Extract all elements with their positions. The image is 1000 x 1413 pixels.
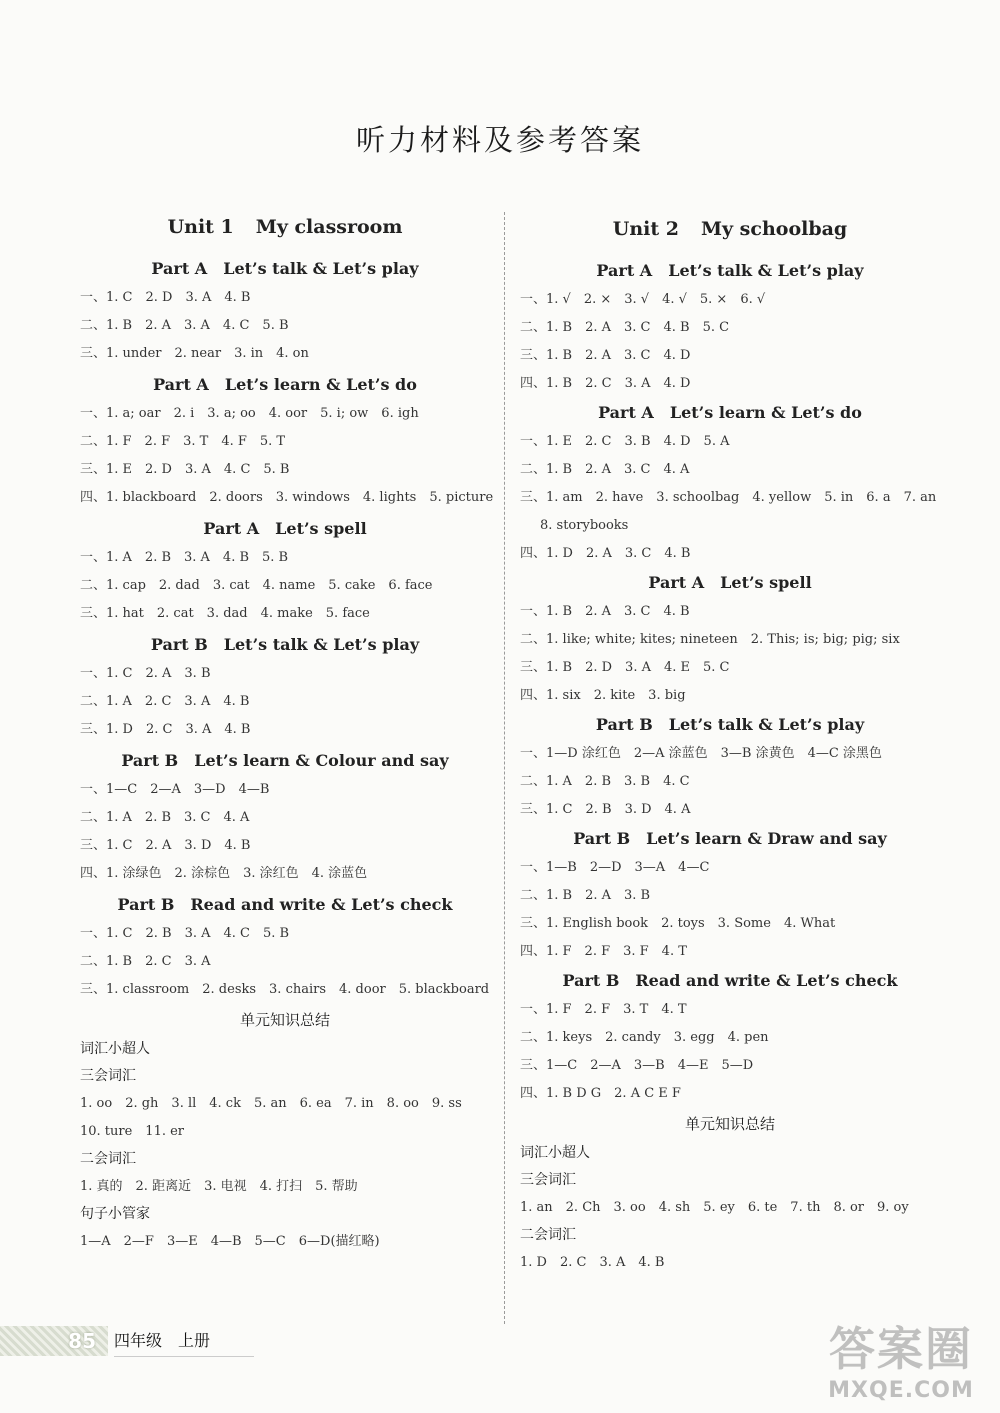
answer-line: 三、1. C 2. A 3. D 4. B bbox=[80, 838, 251, 853]
answer-line: 一、1—B 2—D 3—A 4—C bbox=[520, 860, 710, 875]
answer-line: 一、1. a; oar 2. i 3. a; oo 4. oor 5. i; ow 6. igh bbox=[80, 406, 419, 421]
answer-line: 一、1—C 2—A 3—D 4—B bbox=[80, 782, 270, 797]
summary-subheading: 二会词汇 bbox=[80, 1151, 136, 1167]
answer-line: 二、1. B 2. A 3. B bbox=[520, 888, 651, 903]
answer-line: 三、1. D 2. C 3. A 4. B bbox=[80, 722, 251, 737]
answer-line: 三、1. C 2. B 3. D 4. A bbox=[520, 802, 691, 817]
answer-line: 三、1. hat 2. cat 3. dad 4. make 5. face bbox=[80, 606, 370, 621]
answer-line: 三、1. am 2. have 3. schoolbag 4. yellow 5. in 6. a 7. an bbox=[520, 490, 937, 505]
answer-line: 二、1. B 2. A 3. A 4. C 5. B bbox=[80, 318, 289, 333]
unit1-column bbox=[80, 208, 494, 1256]
answer-line: 二、1. A 2. B 3. C 4. A bbox=[80, 810, 250, 825]
grade-label: 四年级 上册 bbox=[114, 1326, 254, 1357]
unit2-part-4 bbox=[520, 710, 940, 824]
answer-line: 1. oo 2. gh 3. ll 4. ck 5. an 6. ea 7. in 8. oo 9. ss bbox=[80, 1096, 462, 1111]
unit1-part-3 bbox=[80, 514, 490, 628]
answer-line: 一、1. B 2. A 3. C 4. B bbox=[520, 604, 690, 619]
answer-line: 10. ture 11. er bbox=[80, 1124, 185, 1139]
part-title: Part A Let’s talk & Let’s play bbox=[596, 261, 864, 280]
page-number: 85 bbox=[0, 1326, 108, 1356]
part-title: Part A Let’s learn & Let’s do bbox=[598, 403, 862, 422]
answer-line: 四、1. six 2. kite 3. big bbox=[520, 688, 686, 703]
unit2-part-3 bbox=[520, 568, 940, 710]
unit2-part-6 bbox=[520, 966, 940, 1108]
answer-line: 二、1. B 2. C 3. A bbox=[80, 954, 211, 969]
answer-line: 二、1. B 2. A 3. C 4. A bbox=[520, 462, 690, 477]
answer-line: 二、1. cap 2. dad 3. cat 4. name 5. cake 6. face bbox=[80, 578, 433, 593]
summary-subheading: 三会词汇 bbox=[80, 1068, 136, 1084]
unit2-summary bbox=[520, 1108, 940, 1277]
answer-line: 一、1—D 涂红色 2—A 涂蓝色 3—B 涂黄色 4—C 涂黑色 bbox=[520, 746, 882, 761]
part-title: Part A Let’s learn & Let’s do bbox=[153, 375, 417, 394]
unit1-part-2 bbox=[80, 370, 494, 512]
answer-line: 三、1—C 2—A 3—B 4—E 5—D bbox=[520, 1058, 754, 1073]
answer-line: 二、1. keys 2. candy 3. egg 4. pen bbox=[520, 1030, 769, 1045]
answer-line: 三、1. E 2. D 3. A 4. C 5. B bbox=[80, 462, 290, 477]
part-title: Part A Let’s talk & Let’s play bbox=[151, 259, 419, 278]
watermark-mark: 答案圈 bbox=[829, 1322, 973, 1376]
answer-line: 一、1. E 2. C 3. B 4. D 5. A bbox=[520, 434, 730, 449]
summary-subheading: 句子小管家 bbox=[80, 1206, 150, 1222]
unit1-part-6 bbox=[80, 890, 490, 1004]
answer-line: 一、1. C 2. B 3. A 4. C 5. B bbox=[80, 926, 290, 941]
page-footer bbox=[0, 1326, 260, 1356]
answer-line: 四、1. B D G 2. A C E F bbox=[520, 1086, 681, 1101]
unit2-title: Unit 2 My schoolbag bbox=[612, 218, 848, 240]
part-title: Part A Let’s spell bbox=[203, 519, 367, 538]
answer-line: 1. an 2. Ch 3. oo 4. sh 5. ey 6. te 7. th 8. or 9. oy bbox=[520, 1200, 909, 1215]
answer-line: 三、1. B 2. A 3. C 4. D bbox=[520, 348, 691, 363]
unit2-column bbox=[520, 210, 940, 1277]
summary-subheading: 词汇小超人 bbox=[80, 1041, 150, 1057]
unit1-title: Unit 1 My classroom bbox=[167, 216, 403, 238]
column-divider bbox=[504, 212, 505, 1324]
answer-line: 二、1. A 2. C 3. A 4. B bbox=[80, 694, 250, 709]
summary-title: 单元知识总结 bbox=[239, 1011, 330, 1029]
unit1-part-5 bbox=[80, 746, 490, 888]
answer-line-continued: 8. storybooks bbox=[540, 518, 629, 533]
summary-subheading: 三会词汇 bbox=[520, 1172, 576, 1188]
answer-line: 四、1. B 2. C 3. A 4. D bbox=[520, 376, 691, 391]
answer-line: 一、1. C 2. D 3. A 4. B bbox=[80, 290, 251, 305]
unit1-part-1 bbox=[80, 254, 490, 368]
unit1-part-4 bbox=[80, 630, 490, 744]
answer-line: 二、1. F 2. F 3. T 4. F 5. T bbox=[80, 434, 286, 449]
answer-line: 1. D 2. C 3. A 4. B bbox=[520, 1255, 665, 1270]
part-title: Part B Let’s learn & Colour and say bbox=[121, 751, 449, 770]
answer-line: 一、1. F 2. F 3. T 4. T bbox=[520, 1002, 687, 1017]
answer-line: 四、1. 涂绿色 2. 涂棕色 3. 涂红色 4. 涂蓝色 bbox=[80, 866, 368, 881]
answer-line: 1—A 2—F 3—E 4—B 5—C 6—D(描红略) bbox=[80, 1234, 380, 1249]
part-title: Part B Let’s learn & Draw and say bbox=[573, 829, 887, 848]
answer-line: 一、1. √ 2. × 3. √ 4. √ 5. × 6. √ bbox=[520, 292, 766, 307]
part-title: Part B Read and write & Let’s check bbox=[562, 971, 898, 990]
answer-line: 二、1. A 2. B 3. B 4. C bbox=[520, 774, 690, 789]
answer-line: 四、1. blackboard 2. doors 3. windows 4. lights 5. picture bbox=[80, 490, 494, 505]
watermark-logo bbox=[806, 1322, 996, 1410]
page-title: 听力材料及参考答案 bbox=[355, 123, 644, 157]
unit2-part-2 bbox=[520, 398, 940, 568]
watermark-url: MXQE.COM bbox=[828, 1378, 974, 1403]
answer-line: 三、1. under 2. near 3. in 4. on bbox=[80, 346, 309, 361]
summary-title: 单元知识总结 bbox=[684, 1115, 775, 1133]
unit2-part-5 bbox=[520, 824, 940, 966]
part-title: Part B Read and write & Let’s check bbox=[117, 895, 453, 914]
answer-line: 二、1. like; white; kites; nineteen 2. This; is; big; pig; six bbox=[520, 632, 900, 647]
answer-line: 一、1. C 2. A 3. B bbox=[80, 666, 211, 681]
part-title: Part B Let’s talk & Let’s play bbox=[150, 635, 420, 654]
summary-subheading: 二会词汇 bbox=[520, 1227, 576, 1243]
unit2-part-1 bbox=[520, 256, 940, 398]
summary-subheading: 词汇小超人 bbox=[520, 1145, 590, 1161]
answer-line: 三、1. B 2. D 3. A 4. E 5. C bbox=[520, 660, 730, 675]
answer-line: 四、1. F 2. F 3. F 4. T bbox=[520, 944, 687, 959]
unit1-summary bbox=[80, 1004, 490, 1256]
answer-line: 1. 真的 2. 距离近 3. 电视 4. 打扫 5. 帮助 bbox=[80, 1179, 358, 1194]
answer-line: 一、1. A 2. B 3. A 4. B 5. B bbox=[80, 550, 289, 565]
answer-line: 三、1. English book 2. toys 3. Some 4. What bbox=[520, 916, 836, 931]
answer-line: 三、1. classroom 2. desks 3. chairs 4. door 5. blackboard bbox=[80, 982, 490, 997]
answer-line: 二、1. B 2. A 3. C 4. B 5. C bbox=[520, 320, 730, 335]
part-title: Part B Let’s talk & Let’s play bbox=[595, 715, 865, 734]
answer-line: 四、1. D 2. A 3. C 4. B bbox=[520, 546, 691, 561]
part-title: Part A Let’s spell bbox=[648, 573, 812, 592]
